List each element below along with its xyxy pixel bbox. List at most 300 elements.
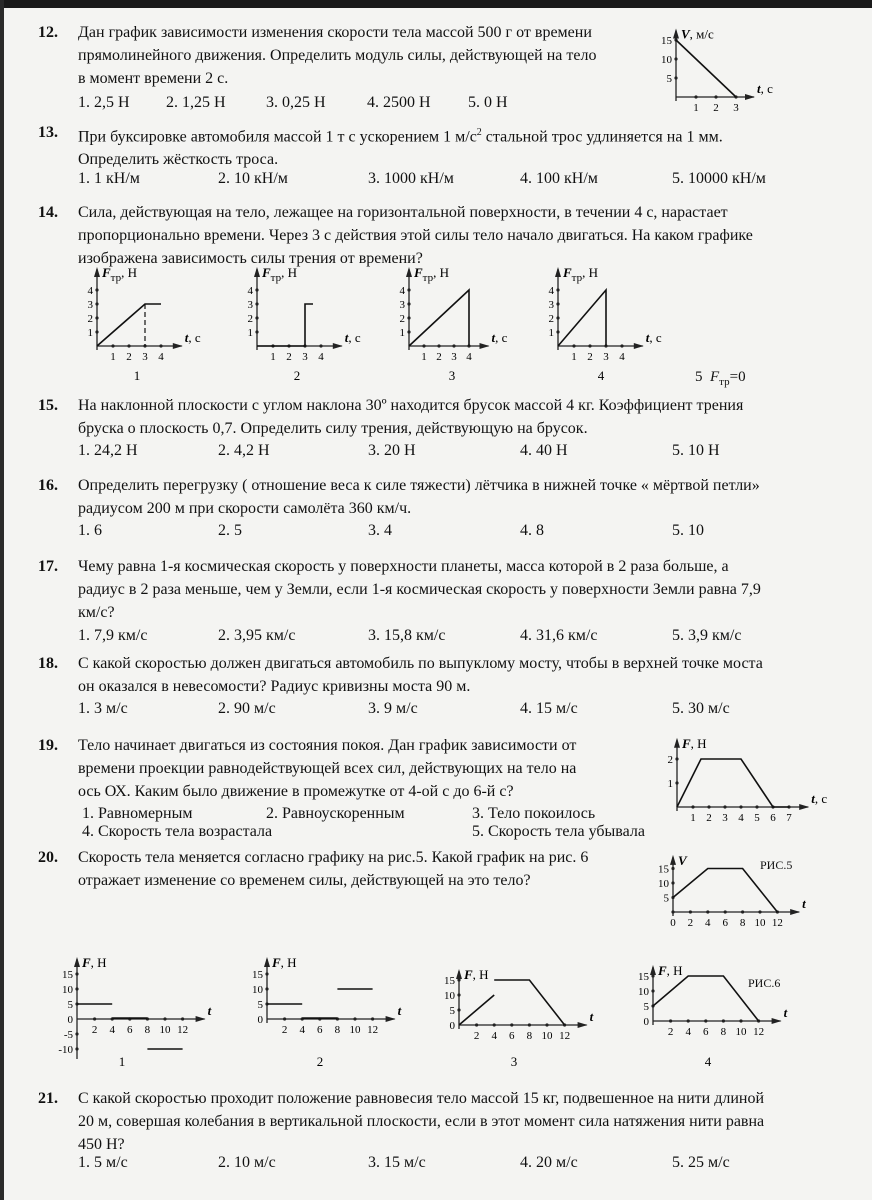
y-tick-label: 10 <box>444 990 455 1002</box>
x-tick-label: 4 <box>491 1030 497 1042</box>
y-axis-arrow-icon <box>673 29 679 39</box>
question-number: 12. <box>38 24 58 41</box>
question-text: радиус в 2 раза меньше, чем у Земли, если 1-я космическая скорость у поверхности Земли равна 7,9 <box>78 581 761 598</box>
x-tick-label: 10 <box>754 917 766 929</box>
x-axis-label: t, с <box>645 330 662 345</box>
x-tick-label: 2 <box>436 351 442 363</box>
x-tick-label: 6 <box>722 917 728 929</box>
text-part: стальной трос удлиняется на 1 мм. <box>481 128 723 146</box>
y-axis-label: $F_{тр}$, Н <box>414 265 450 284</box>
question-text: Дан график зависимости изменения скорости тела массой 500 г от времени <box>78 24 592 41</box>
question-text: Скорость тела меняется согласно графику на рис.5. Какой график на рис. 6 <box>78 849 589 866</box>
y-tick-label: 5 <box>257 999 263 1011</box>
answer-option: 2. 1,25 Н <box>166 94 226 111</box>
y-tick <box>95 288 98 291</box>
question-text: ось ОХ. Каким было движение в промежутке от 4-ой с до 6-й с? <box>78 783 514 800</box>
answer-option: 2. 5 <box>218 522 242 539</box>
x-tick-label: 1 <box>421 351 427 363</box>
y-tick-label: 4 <box>87 285 93 297</box>
x-tick-label: 8 <box>526 1030 533 1042</box>
y-tick-label: 1 <box>667 778 673 790</box>
answer-option: 4. 100 кН/м <box>520 170 598 187</box>
y-tick-label: 15 <box>252 969 263 981</box>
x-tick-label: 2 <box>473 1030 480 1042</box>
data-line <box>558 290 606 346</box>
x-tick <box>707 805 710 808</box>
y-axis-arrow-icon <box>406 267 412 277</box>
y-axis-label: F, Н <box>82 955 107 970</box>
y-tick-label: 2 <box>87 313 93 325</box>
graph-caption: 1 <box>118 1054 126 1069</box>
x-tick <box>704 1019 707 1022</box>
figure-5-label: РИС.5 <box>760 858 793 872</box>
x-tick-label: 1 <box>571 351 577 363</box>
x-axis-arrow-icon <box>333 343 343 349</box>
y-tick <box>457 1008 460 1011</box>
x-axis-arrow-icon <box>772 1018 782 1024</box>
answer-option: 2. 10 кН/м <box>218 170 288 187</box>
y-tick-label: 5 <box>449 1005 455 1017</box>
x-tick-label: 1 <box>270 351 276 363</box>
x-axis-label: t <box>783 1005 788 1020</box>
x-axis-arrow-icon <box>196 1016 206 1022</box>
answer-option: 2. Равноускоренным <box>266 805 405 822</box>
question-text: изображена зависимость силы трения от времени? <box>78 250 423 267</box>
text-part: При буксировке автомобиля массой 1 т с ускорением 1 м/с <box>78 128 477 146</box>
x-axis-label: t, с <box>184 330 201 345</box>
question-text: Определить жёсткость троса. <box>78 151 279 169</box>
y-tick <box>556 316 559 319</box>
y-tick-label: 4 <box>247 285 253 297</box>
y-tick-label: 5 <box>663 892 669 905</box>
x-tick-label: 2 <box>706 812 712 824</box>
x-tick-label: 8 <box>334 1024 341 1036</box>
x-tick-label: 5 <box>754 812 760 824</box>
graph-caption: 3 <box>510 1054 518 1069</box>
y-tick-label: 1 <box>87 327 93 339</box>
data-line <box>97 304 161 346</box>
x-axis-arrow-icon <box>173 343 183 349</box>
x-tick-label: 6 <box>770 812 776 824</box>
question-text: На наклонной плоскости с углом наклона 30º находится брусок массой 4 кг. Коэффициент трения <box>78 397 744 414</box>
x-tick-label: 3 <box>733 102 739 114</box>
x-tick <box>689 910 692 913</box>
x-tick <box>669 1019 672 1022</box>
y-axis-label: F, Н <box>682 735 707 751</box>
y-tick <box>75 1032 78 1035</box>
y-tick <box>255 288 258 291</box>
x-tick <box>755 805 758 808</box>
y-axis-label: $F_{тр}$, Н <box>563 265 599 284</box>
y-tick <box>674 76 677 79</box>
y-tick-label: -10 <box>58 1044 73 1056</box>
x-tick-label: 8 <box>720 1026 727 1038</box>
y-tick-label: 10 <box>638 986 649 998</box>
x-tick <box>452 344 455 347</box>
graph-g14_1 <box>88 265 201 383</box>
x-tick-label: 10 <box>159 1024 171 1036</box>
y-tick <box>95 302 98 305</box>
answer-option: 2. 90 м/с <box>218 700 276 717</box>
answer-option: 1. 6 <box>78 522 102 539</box>
x-tick-label: 4 <box>109 1024 115 1036</box>
answer-option: 5. 30 м/с <box>672 700 730 717</box>
x-axis-label: t <box>397 1003 402 1018</box>
figure-6-label: РИС.6 <box>748 976 781 990</box>
answer-option: 4. 8 <box>520 522 544 539</box>
y-axis-label: V <box>678 852 687 868</box>
y-tick <box>265 972 268 975</box>
answer-option: 5. 25 м/с <box>672 1154 730 1171</box>
y-tick <box>407 302 410 305</box>
question-text: бруска о плоскость 0,7. Определить силу трения, действующую на брусок. <box>78 420 588 437</box>
graph-g20_2 <box>252 955 402 1069</box>
x-tick <box>572 344 575 347</box>
x-tick <box>723 805 726 808</box>
answer-option: 4. 31,6 км/с <box>520 627 598 644</box>
x-tick-label: 3 <box>722 812 728 824</box>
y-tick-label: 1 <box>399 327 405 339</box>
question-text: Чему равна 1-я космическая скорость у поверхности планеты, масса которой в 2 раза больше, а <box>78 558 729 575</box>
y-tick <box>556 302 559 305</box>
graph-g14_3 <box>400 265 508 383</box>
x-tick-label: 6 <box>509 1030 515 1042</box>
y-tick <box>255 316 258 319</box>
y-tick-label: 2 <box>667 754 673 766</box>
graph-g20_4 <box>638 963 788 1069</box>
x-tick <box>159 344 162 347</box>
y-axis-label: V, м/с <box>681 26 714 42</box>
question-text: он оказался в невесомости? Радиус кривизны моста 90 м. <box>78 678 471 695</box>
answer-option: 1. 1 кН/м <box>78 170 140 187</box>
y-tick <box>556 330 559 333</box>
x-tick-label: 12 <box>367 1024 379 1036</box>
x-tick-label: 2 <box>667 1026 674 1038</box>
question-text: км/с? <box>78 604 115 621</box>
answer-option: 3. 0,25 Н <box>266 94 326 111</box>
x-tick-label: 8 <box>739 917 746 929</box>
x-tick-label: 12 <box>771 917 783 929</box>
y-tick-label: 5 <box>67 999 73 1011</box>
y-tick <box>556 288 559 291</box>
x-tick <box>687 1019 690 1022</box>
question-text: С какой скоростью проходит положение равновесия тело массой 15 кг, подвешенное на нити длиной <box>78 1090 765 1107</box>
x-axis-label: t, с <box>811 791 828 806</box>
x-tick-label: 3 <box>302 351 308 363</box>
answer-option: 5. Скорость тела убывала <box>472 823 645 840</box>
x-axis-arrow-icon <box>578 1022 588 1028</box>
x-tick <box>588 344 591 347</box>
y-tick-label: 10 <box>62 984 73 996</box>
x-tick <box>422 344 425 347</box>
x-tick <box>353 1017 356 1020</box>
graph-caption: 2 <box>316 1054 324 1069</box>
x-tick-label: 2 <box>687 917 694 929</box>
answer-option: 3. Тело покоилось <box>472 805 596 822</box>
answer-option: 5. 3,9 км/с <box>672 627 742 644</box>
x-tick <box>127 344 130 347</box>
y-tick <box>675 757 678 760</box>
question-number: 16. <box>38 477 58 494</box>
x-tick-label: 10 <box>541 1030 553 1042</box>
y-tick-label: 2 <box>548 313 554 325</box>
x-tick <box>528 1023 531 1026</box>
answer-option: 5. 10 <box>672 522 704 539</box>
question-text: Определить перегрузку ( отношение веса к силе тяжести) лётчика в нижней точке « мёртвой петли» <box>78 477 760 494</box>
y-tick <box>95 316 98 319</box>
y-tick <box>651 989 654 992</box>
y-tick <box>75 1047 78 1050</box>
y-tick-label: 0 <box>67 1014 73 1026</box>
y-tick <box>265 987 268 990</box>
graph-g14_4 <box>549 265 662 383</box>
y-tick-label: 0 <box>449 1020 455 1032</box>
answer-option-5: 5 $F_{тр}=0$ <box>695 369 746 388</box>
question-text: 20 м, совершая колебания в вертикальной плоскости, если в этот момент сила натяжения нити равна <box>78 1113 765 1130</box>
x-tick <box>319 344 322 347</box>
y-tick <box>95 330 98 333</box>
y-axis-label: F, Н <box>658 963 683 978</box>
data-line <box>257 304 313 346</box>
question-number: 17. <box>38 558 58 575</box>
x-tick <box>93 1017 96 1020</box>
y-tick <box>671 881 674 884</box>
x-tick-label: 1 <box>110 351 116 363</box>
y-tick <box>671 867 674 870</box>
question-text: Сила, действующая на тело, лежащее на горизонтальной поверхности, в течении 4 с, нарастает <box>78 204 728 221</box>
x-tick-label: 10 <box>735 1026 747 1038</box>
x-tick-label: 2 <box>587 351 593 363</box>
y-tick-label: 15 <box>444 975 455 987</box>
x-axis-arrow-icon <box>480 343 490 349</box>
x-tick-label: 8 <box>144 1024 151 1036</box>
x-tick <box>371 1017 374 1020</box>
answer-option: 3. 15,8 км/с <box>368 627 446 644</box>
y-axis-arrow-icon <box>555 267 561 277</box>
x-tick-label: 2 <box>126 351 132 363</box>
answer-option: 4. 2500 Н <box>367 94 431 111</box>
x-tick <box>739 1019 742 1022</box>
answer-option: 4. 20 м/с <box>520 1154 578 1171</box>
x-tick-label: 2 <box>91 1024 98 1036</box>
x-tick <box>739 805 742 808</box>
answer-option: 1. 24,2 Н <box>78 442 138 459</box>
answer-option: 1. 7,9 км/с <box>78 627 148 644</box>
x-tick <box>671 910 674 913</box>
x-axis-label: t <box>589 1009 594 1024</box>
x-tick <box>691 805 694 808</box>
answer-option: 5. 10 Н <box>672 442 720 459</box>
answer-option: 4. 15 м/с <box>520 700 578 717</box>
x-axis-arrow-icon <box>745 94 755 100</box>
question-text: С какой скоростью должен двигаться автомобиль по выпуклому мосту, чтобы в верхней точке моста <box>78 655 763 672</box>
x-axis-arrow-icon <box>799 804 809 810</box>
question-text: 450 Н? <box>78 1136 125 1153</box>
y-tick-label: 2 <box>399 313 405 325</box>
x-tick-label: 4 <box>158 351 164 363</box>
answer-option: 4. Скорость тела возрастала <box>82 823 273 840</box>
question-text: времени проекции равнодействующей всех сил, действующих на тело на <box>78 760 577 777</box>
y-tick-label: 15 <box>638 971 649 983</box>
y-tick-label: 10 <box>661 54 672 66</box>
y-tick <box>407 288 410 291</box>
y-tick <box>674 57 677 60</box>
x-tick <box>283 1017 286 1020</box>
x-tick-label: 12 <box>559 1030 571 1042</box>
answer-option: 3. 20 Н <box>368 442 416 459</box>
x-tick-label: 4 <box>466 351 472 363</box>
answer-option: 2. 4,2 Н <box>218 442 270 459</box>
y-axis-label: $F_{тр}$, Н <box>102 265 138 284</box>
x-tick-label: 4 <box>705 917 711 929</box>
x-tick <box>545 1023 548 1026</box>
x-tick <box>694 95 697 98</box>
x-tick <box>620 344 623 347</box>
y-tick-label: -5 <box>63 1029 73 1041</box>
y-tick-label: 3 <box>399 299 405 311</box>
y-axis-arrow-icon <box>650 965 656 975</box>
y-axis-arrow-icon <box>264 957 270 967</box>
graph-g12 <box>661 27 773 115</box>
question-number: 13. <box>38 124 58 141</box>
y-tick-label: 10 <box>658 878 669 890</box>
y-tick <box>407 316 410 319</box>
y-axis-arrow-icon <box>254 267 260 277</box>
question-number: 21. <box>38 1090 58 1107</box>
x-axis-label: t, с <box>344 330 361 345</box>
x-tick-label: 6 <box>317 1024 323 1036</box>
x-tick <box>475 1023 478 1026</box>
y-tick-label: 3 <box>548 299 554 311</box>
answer-option: 1. 2,5 Н <box>78 94 130 111</box>
y-tick-label: 3 <box>247 299 253 311</box>
y-tick-label: 15 <box>62 969 73 981</box>
data-line <box>677 759 789 807</box>
y-tick <box>255 330 258 333</box>
y-tick-label: 5 <box>666 73 672 85</box>
x-tick-label: 2 <box>286 351 292 363</box>
y-axis-arrow-icon <box>74 957 80 967</box>
y-tick <box>651 974 654 977</box>
graph-caption: 1 <box>133 368 141 383</box>
y-tick <box>75 987 78 990</box>
data-line <box>409 290 469 346</box>
x-tick <box>510 1023 513 1026</box>
x-tick-label: 12 <box>753 1026 765 1038</box>
x-tick <box>758 910 761 913</box>
question-text: прямолинейного движения. Определить модуль силы, действующей на тело <box>78 47 597 64</box>
x-tick-label: 4 <box>318 351 324 363</box>
y-tick <box>675 781 678 784</box>
data-line <box>494 980 564 1025</box>
x-tick-label: 4 <box>299 1024 305 1036</box>
x-tick-label: 1 <box>693 102 699 114</box>
y-tick-label: 1 <box>548 327 554 339</box>
y-axis-arrow-icon <box>94 267 100 277</box>
y-tick-label: 15 <box>658 863 669 876</box>
x-tick <box>706 910 709 913</box>
question-number: 20. <box>38 849 58 866</box>
data-line <box>673 869 777 913</box>
x-tick-label: 0 <box>670 917 676 929</box>
x-tick-label: 3 <box>142 351 148 363</box>
x-tick-label: 4 <box>619 351 625 363</box>
x-tick-label: 2 <box>713 102 719 114</box>
question-text: отражает изменение со временем силы, действующей на это тело? <box>78 872 531 889</box>
answer-option: 3. 1000 кН/м <box>368 170 454 187</box>
graph-caption: 4 <box>597 368 605 383</box>
x-axis-label: t <box>802 896 806 911</box>
x-tick-label: 3 <box>603 351 609 363</box>
x-tick <box>741 910 744 913</box>
question-number: 18. <box>38 655 58 672</box>
y-tick <box>255 302 258 305</box>
graph-g20_3 <box>444 967 594 1069</box>
y-axis-arrow-icon <box>670 855 676 865</box>
x-tick <box>111 344 114 347</box>
y-tick <box>457 978 460 981</box>
answer-option: 1. 3 м/с <box>78 700 128 717</box>
answer-option: 3. 9 м/с <box>368 700 418 717</box>
answer-option: 4. 40 Н <box>520 442 568 459</box>
y-tick-label: 1 <box>247 327 253 339</box>
data-line <box>676 40 736 97</box>
x-tick <box>181 1017 184 1020</box>
x-axis-label: t <box>207 1003 212 1018</box>
x-tick-label: 1 <box>690 812 696 824</box>
y-axis-arrow-icon <box>674 738 680 748</box>
question-number: 14. <box>38 204 58 221</box>
answer-option: 5. 0 Н <box>468 94 508 111</box>
x-tick-label: 6 <box>127 1024 133 1036</box>
graph-g14_2 <box>248 265 361 383</box>
x-tick-label: 7 <box>786 812 792 824</box>
x-tick-label: 12 <box>177 1024 189 1036</box>
x-tick <box>714 95 717 98</box>
superscript: 2 <box>476 127 482 138</box>
y-tick-label: 0 <box>643 1016 649 1028</box>
answer-option: 3. 15 м/с <box>368 1154 426 1171</box>
y-tick-label: 4 <box>399 285 405 297</box>
y-axis-arrow-icon <box>456 969 462 979</box>
x-tick <box>493 1023 496 1026</box>
answer-option: 1. Равномерным <box>82 805 193 822</box>
y-axis-label: F, Н <box>464 967 489 982</box>
x-tick-label: 4 <box>738 812 744 824</box>
x-tick <box>163 1017 166 1020</box>
x-tick <box>437 344 440 347</box>
x-axis-label: t, с <box>491 330 508 345</box>
data-line <box>459 995 494 1025</box>
question-text: в момент времени 2 с. <box>78 70 229 87</box>
x-tick-label: 6 <box>703 1026 709 1038</box>
x-axis-label: t, с <box>757 81 773 96</box>
graph-caption: 3 <box>448 368 456 383</box>
answer-option: 3. 4 <box>368 522 392 539</box>
y-tick-label: 2 <box>247 313 253 325</box>
question-text: Тело начинает двигаться из состояния покоя. Дан график зависимости от <box>78 737 577 754</box>
x-tick-label: 2 <box>281 1024 288 1036</box>
data-line <box>653 976 759 1021</box>
y-tick <box>407 330 410 333</box>
graph-g20_1 <box>58 955 211 1069</box>
answer-option: 2. 10 м/с <box>218 1154 276 1171</box>
y-tick-label: 0 <box>257 1014 263 1026</box>
x-tick-label: 10 <box>349 1024 361 1036</box>
graph-caption: 2 <box>293 368 301 383</box>
answer-option: 1. 5 м/с <box>78 1154 128 1171</box>
x-axis-arrow-icon <box>386 1016 396 1022</box>
